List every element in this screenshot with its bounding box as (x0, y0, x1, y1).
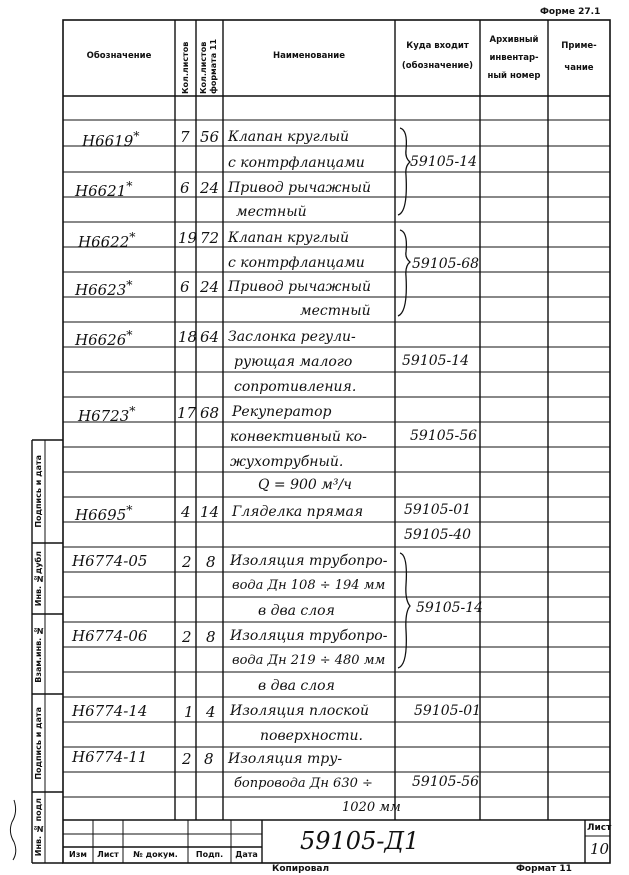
row-name-line: бопровода Дн 630 ÷ (234, 776, 373, 791)
row-name-line: Привод рычажный (228, 180, 372, 196)
stamp-col-izm: Изм (69, 850, 87, 859)
sheet-number: 10 (590, 840, 610, 858)
side-dup-inv-cell (32, 543, 45, 614)
row-a11: 4 (206, 703, 216, 721)
row-code: Н6774-14 (72, 702, 148, 720)
row-sheets: 6 (180, 278, 190, 296)
stamp-col-date: Дата (235, 850, 258, 859)
destination: 59105-14 (416, 600, 484, 616)
stamp-col-sign: Подп. (195, 850, 224, 859)
header-name: Наименование (273, 51, 345, 61)
side-orig-inv-cell (32, 792, 45, 863)
destination: 59105-56 (410, 428, 478, 444)
row-code: Н6621* (75, 178, 133, 200)
sheet-label: Лист (587, 823, 612, 833)
destination: 59105-14 (402, 353, 470, 369)
side-dup-inv: Инв. №дубл (33, 550, 43, 607)
header-archive-2: инвентар- (489, 53, 539, 63)
destination: 59105-14 (410, 154, 478, 170)
destination: 59105-56 (412, 774, 480, 790)
row-sheets: 4 (181, 503, 191, 521)
destination: 59105-68 (412, 256, 480, 272)
header-note-1: Приме- (561, 41, 597, 51)
side-sign-date-bottom: Подпись и дата (33, 706, 43, 780)
row-code: Н6626* (75, 327, 133, 349)
header-where-used-2: (обозначение) (401, 61, 474, 71)
row-name-line: жухотрубный. (230, 454, 344, 470)
row-a11: 8 (206, 628, 216, 646)
row-a11: 68 (200, 404, 220, 422)
destination: 59105-40 (404, 527, 472, 543)
header-sheets-a11: Кол.листов формата 11 (198, 38, 218, 94)
row-name-line: конвективный ко- (230, 429, 367, 445)
row-code: Н6774-06 (72, 627, 148, 645)
footer-copied: Копировал (272, 864, 330, 874)
row-code: Н6622* (78, 229, 136, 251)
row-name-line: Заслонка регули- (228, 329, 356, 345)
side-sign-date-top: Подпись и дата (33, 455, 43, 528)
header-sheets-a11-cell (196, 22, 223, 94)
row-name-line: местный (236, 204, 307, 220)
row-sheets: 18 (178, 328, 198, 346)
header-sheets-count-cell (175, 22, 196, 94)
form-label: Форме 27.1 (540, 7, 601, 17)
row-name-line: с контрфланцами (228, 255, 365, 271)
row-name-line: местный (300, 303, 371, 319)
row-sheets: 6 (180, 179, 190, 197)
side-replace-inv-cell (32, 614, 45, 694)
row-code: Н6695* (75, 502, 133, 524)
row-name-line: Привод рычажный (228, 279, 372, 295)
destination: 59105-01 (404, 502, 472, 518)
row-name-line: в два слоя (258, 603, 335, 619)
row-name-line: Рекуператор (232, 404, 332, 420)
row-sheets: 2 (182, 553, 192, 571)
side-orig-inv: Инв. № подл (33, 798, 43, 857)
row-name-line: Гляделка прямая (232, 504, 364, 520)
row-name-line: Изоляция трубопро- (230, 628, 388, 644)
side-sign-date-top-cell (32, 440, 45, 543)
row-name-line: вода Дн 219 ÷ 480 мм (232, 653, 386, 668)
row-code: Н6774-05 (72, 552, 148, 570)
row-sheets: 2 (182, 750, 192, 768)
row-a11: 24 (200, 179, 220, 197)
stamp-col-list: Лист (97, 850, 119, 859)
row-name-line: Изоляция плоской (230, 703, 369, 719)
row-a11: 72 (200, 229, 220, 247)
header-sheets-count: Кол.листов (180, 41, 190, 94)
footer-format: Формат 11 (516, 864, 572, 874)
row-sheets: 1 (184, 703, 194, 721)
row-name-line: Клапан круглый (228, 129, 349, 145)
row-name-line: Клапан круглый (228, 230, 349, 246)
row-a11: 24 (200, 278, 220, 296)
stamp-col-doc: № докум. (133, 850, 178, 859)
doc-number: 59105-Д1 (300, 827, 420, 855)
row-name-line: 1020 мм (342, 800, 401, 815)
header-archive-3: ный номер (487, 71, 541, 81)
row-name-line: в два слоя (258, 678, 335, 694)
side-sign-date-bottom-cell (32, 694, 45, 792)
header-note-2: чание (564, 63, 594, 73)
header-designation: Обозначение (86, 51, 152, 61)
row-a11: 8 (204, 750, 214, 768)
row-name-line: вода Дн 108 ÷ 194 мм (232, 578, 386, 593)
row-sheets: 19 (178, 229, 198, 247)
row-a11: 64 (200, 328, 220, 346)
destination: 59105-01 (414, 703, 482, 719)
row-name-line: поверхности. (260, 728, 363, 744)
row-sheets: 7 (180, 128, 190, 146)
row-a11: 14 (200, 503, 220, 521)
row-name-line: Изоляция тру- (228, 751, 343, 767)
row-a11: 56 (200, 128, 220, 146)
row-sheets: 17 (177, 404, 197, 422)
side-replace-inv: Взам.инв. № (33, 625, 43, 683)
header-archive-1: Архивный (489, 35, 539, 45)
row-a11: 8 (206, 553, 216, 571)
row-name-line: сопротивления. (234, 379, 357, 395)
row-code: Н6619* (82, 128, 140, 150)
row-code: Н6723* (78, 403, 136, 425)
row-name-line: рующая малого (234, 354, 353, 370)
row-code: Н6774-11 (72, 748, 148, 766)
header-where-used-1: Куда входит (406, 41, 469, 51)
row-code: Н6623* (75, 277, 133, 299)
row-name-line: с контрфланцами (228, 155, 365, 171)
row-name-line: Q = 900 м³/ч (258, 477, 352, 493)
row-name-line: Изоляция трубопро- (230, 553, 388, 569)
row-sheets: 2 (182, 628, 192, 646)
